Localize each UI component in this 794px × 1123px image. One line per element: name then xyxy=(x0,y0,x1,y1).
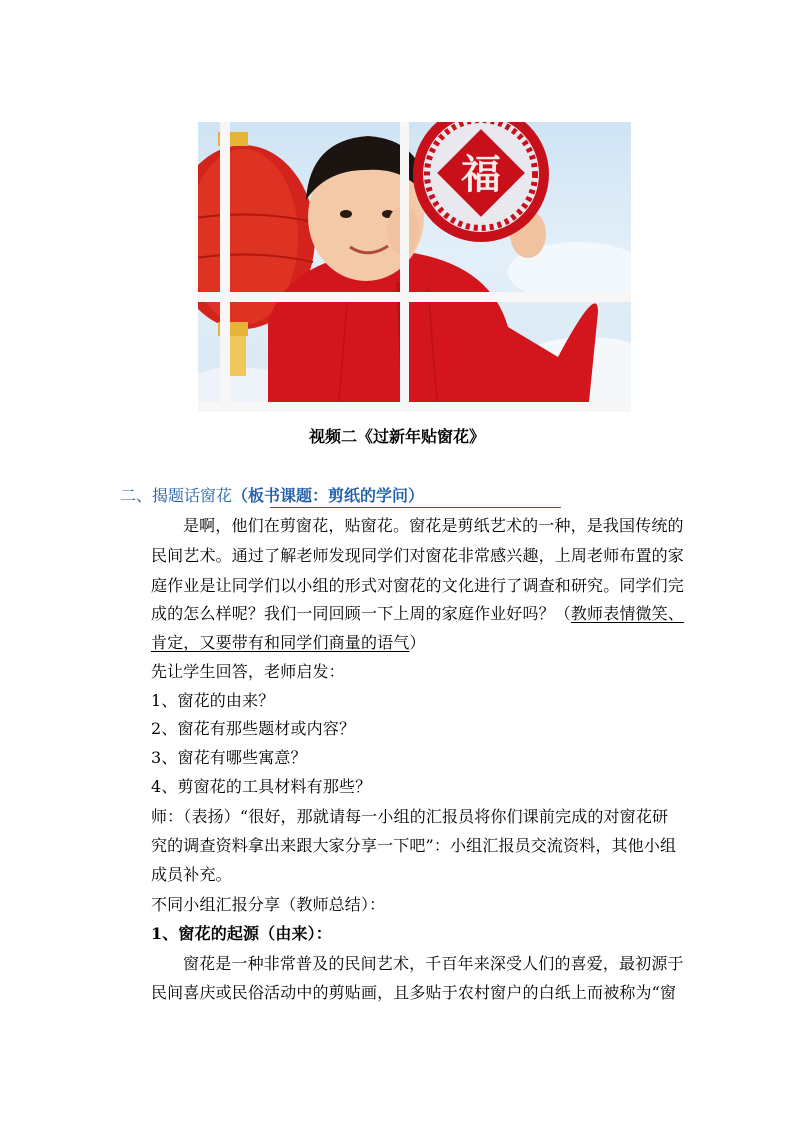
paragraph-line xyxy=(151,632,426,654)
question-item: 3、窗花有哪些寓意？ xyxy=(151,748,307,767)
share-line: 不同小组汇报分享（教师总结）： xyxy=(151,895,386,914)
subheading-origin: 1、窗花的起源（由来）： xyxy=(151,924,332,943)
paragraph-text: ） xyxy=(409,633,426,652)
paragraph-line: 民间喜庆或民俗活动中的剪贴画，且多贴于农村窗户的白纸上而被称为“窗 xyxy=(151,983,677,1002)
section-heading xyxy=(120,485,424,507)
teacher-line: 究的调查资料拿出来跟大家分享一下吧”：小组汇报员交流资料，其他小组 xyxy=(151,836,677,855)
paragraph-line: 民间艺术。通过了解老师发现同学们对窗花非常感兴趣，上周老师布置的家 xyxy=(151,546,684,565)
paragraph-line: 庭作业是让同学们以小组的形式对窗花的文化进行了调查和研究。同学们完 xyxy=(151,576,684,595)
paragraph-text: 成的怎么样呢？我们一同回顾一下上周的家庭作业好吗？（ xyxy=(151,604,571,623)
question-item: 2、窗花有那些题材或内容？ xyxy=(151,719,356,738)
heading-title: 揭题话窗花 xyxy=(152,486,233,505)
heading-number: 二、 xyxy=(120,486,153,505)
paragraph-line: 是啊，他们在剪窗花，贴窗花。窗花是剪纸艺术的一种，是我国传统的 xyxy=(183,516,684,535)
svg-text:福: 福 xyxy=(461,151,501,198)
teacher-note: 教师表情微笑、 xyxy=(570,604,684,623)
teacher-line: 成员补充。 xyxy=(151,865,232,884)
intro-line: 先让学生回答，老师启发： xyxy=(151,662,345,681)
figure-caption: 视频二《过新年贴窗花》 xyxy=(308,427,485,446)
question-item: 1、窗花的由来？ xyxy=(151,691,275,710)
child-papercut-photo xyxy=(198,122,631,412)
question-item: 4、剪窗花的工具材料有那些？ xyxy=(151,777,372,796)
paragraph-line: 窗花是一种非常普及的民间艺术，千百年来深受人们的喜爱，最初源于 xyxy=(183,954,684,973)
heading-board-note: （板书课题：剪纸的学问） xyxy=(232,486,425,505)
heading-underline xyxy=(270,507,561,508)
teacher-note: 肯定，又要带有和同学们商量的语气 xyxy=(151,633,410,652)
teacher-line: 师：（表扬）“很好，那就请每一小组的汇报员将你们课前完成的对窗花研 xyxy=(151,807,669,826)
paragraph-line xyxy=(151,603,684,625)
